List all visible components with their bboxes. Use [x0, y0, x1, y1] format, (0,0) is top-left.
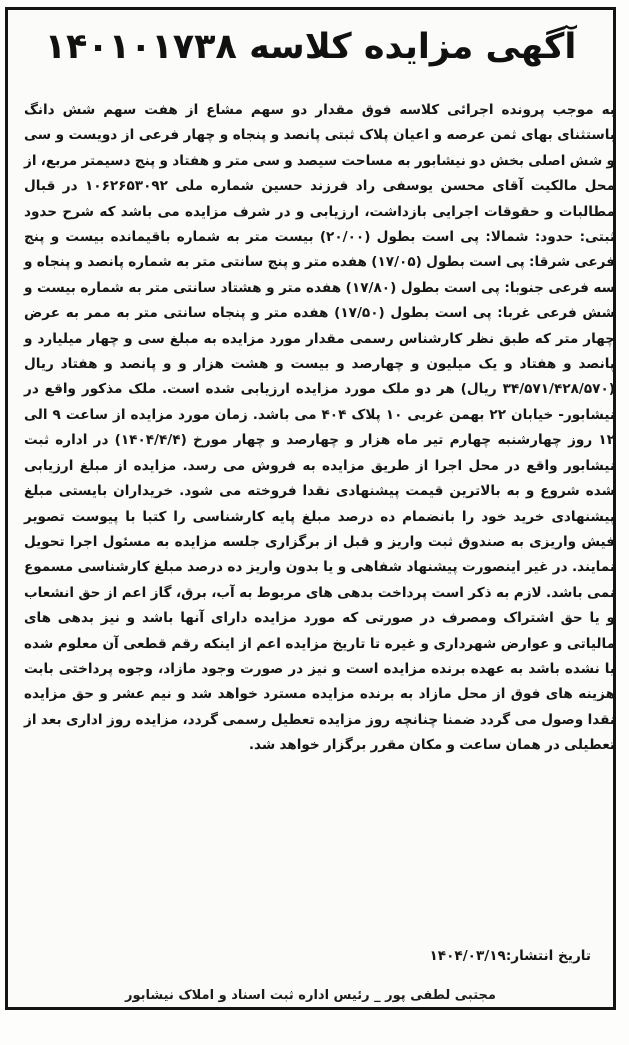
notice-title: آگهی مزایده کلاسه ۱۴۰۱۰۱۷۳۸: [44, 27, 577, 67]
notice-frame: [5, 7, 616, 1010]
notice-body: به موجب پرونده اجرائی کلاسه فوق مقدار دو سهم مشاع از هفت سهم شش دانگ باستثنای بهای ثمن عرصه و اعیان پلاک ثبتی پانصد و پنجاه و چهار فرعی از دویست و سی و شش اصلی بخش دو نیشابور به مساحت سیصد و سی متر و هفتاد و پنج دسیمتر مربع، از محل مالکیت آقای محسن یوسفی راد فرزند حسین شماره ملی ۱۰۶۲۶۵۳۰۹۲ در قبال مطالبات و حقوقات اجرایی بازداشت، ارزیابی و در شرف مزایده می باشد که شرح حدود ثبتی: حدود: شمالا: پی است بطول (۲۰/۰۰) بیست متر به شماره باقیمانده بیست و پنج فرعی شرقا: پی است بطول (۱۷/۰۵) هفده متر و پنج سانتی متر به شماره پانصد و پنجاه و سه فرعی جنوبا: پی است بطول (۱۷/۸۰) هفده متر و هشتاد سانتی متر به شماره بیست و شش فرعی غربا: پی است بطول (۱۷/۵۰) هفده متر و پنجاه سانتی متر به ممر به عرض چهار متر که طبق نظر کارشناس رسمی مقدار مورد مزایده به مبلغ سی و چهار میلیارد و پانصد و هفتاد و یک میلیون و چهارصد و بیست و هشت هزار و و پانصد و هفتاد ریال (۳۴/۵۷۱/۴۲۸/۵۷۰ ریال) هر دو ملک مورد مزایده ارزیابی شده است. ملک مذکور واقع در نیشابور- خیابان ۲۲ بهمن غربی ۱۰ پلاک ۴۰۴ می باشد. زمان مورد مزایده از ساعت ۹ الی ۱۲ روز چهارشنبه چهارم تیر ماه هزار و چهارصد و چهار مورخ (۱۴۰۴/۴/۴) در اداره ثبت نیشابور واقع در محل اجرا از طریق مزایده به فروش می رسد. مزایده از مبلغ ارزیابی شده شروع و به بالاترین قیمت پیشنهادی نقدا فروخته می شود. خریداران بایستی مبلغ پیشنهادی خرید خود را بانضمام ده درصد مبلغ پایه کارشناسی را کتبا با پیوست تصویر فیش واریزی به صندوق ثبت واریز و قبل از برگزاری جلسه مزایده به مسئول اجرا تحویل نمایند. در غیر اینصورت پیشنهاد شفاهی و یا بدون واریز ده درصد مبلغ کارشناسی مسموع نمی باشد. لازم به ذکر است پرداخت بدهی های مربوط به آب، برق، گاز اعم از حق انشعاب و یا حق اشتراک ومصرف در صورتی که مورد مزایده دارای آنها باشد و نیز بدهی های مالیاتی و عوارض شهرداری و غیره تا تاریخ مزایده اعم از اینکه رقم قطعی آن معلوم شده یا نشده باشد به عهده برنده مزایده است و نیز در صورت وجود مازاد، وجوه پرداختی بابت هزینه های فوق از محل مازاد به برنده مزایده مسترد خواهد شد و نیم عشر و حق مزایده نقدا وصول می گردد ضمنا چنانچه روز مزایده تعطیل رسمی گردد، مزایده روز اداری بعد از تعطیلی در همان ساعت و مکان مقرر برگزار خواهد شد.: [24, 102, 615, 754]
publication-date: تاریخ انتشار:۱۴۰۴/۰۳/۱۹: [429, 948, 591, 964]
signature-line: مجتبی لطفی پور _ رئیس اداره ثبت اسناد و املاک نیشابور: [125, 988, 496, 1003]
